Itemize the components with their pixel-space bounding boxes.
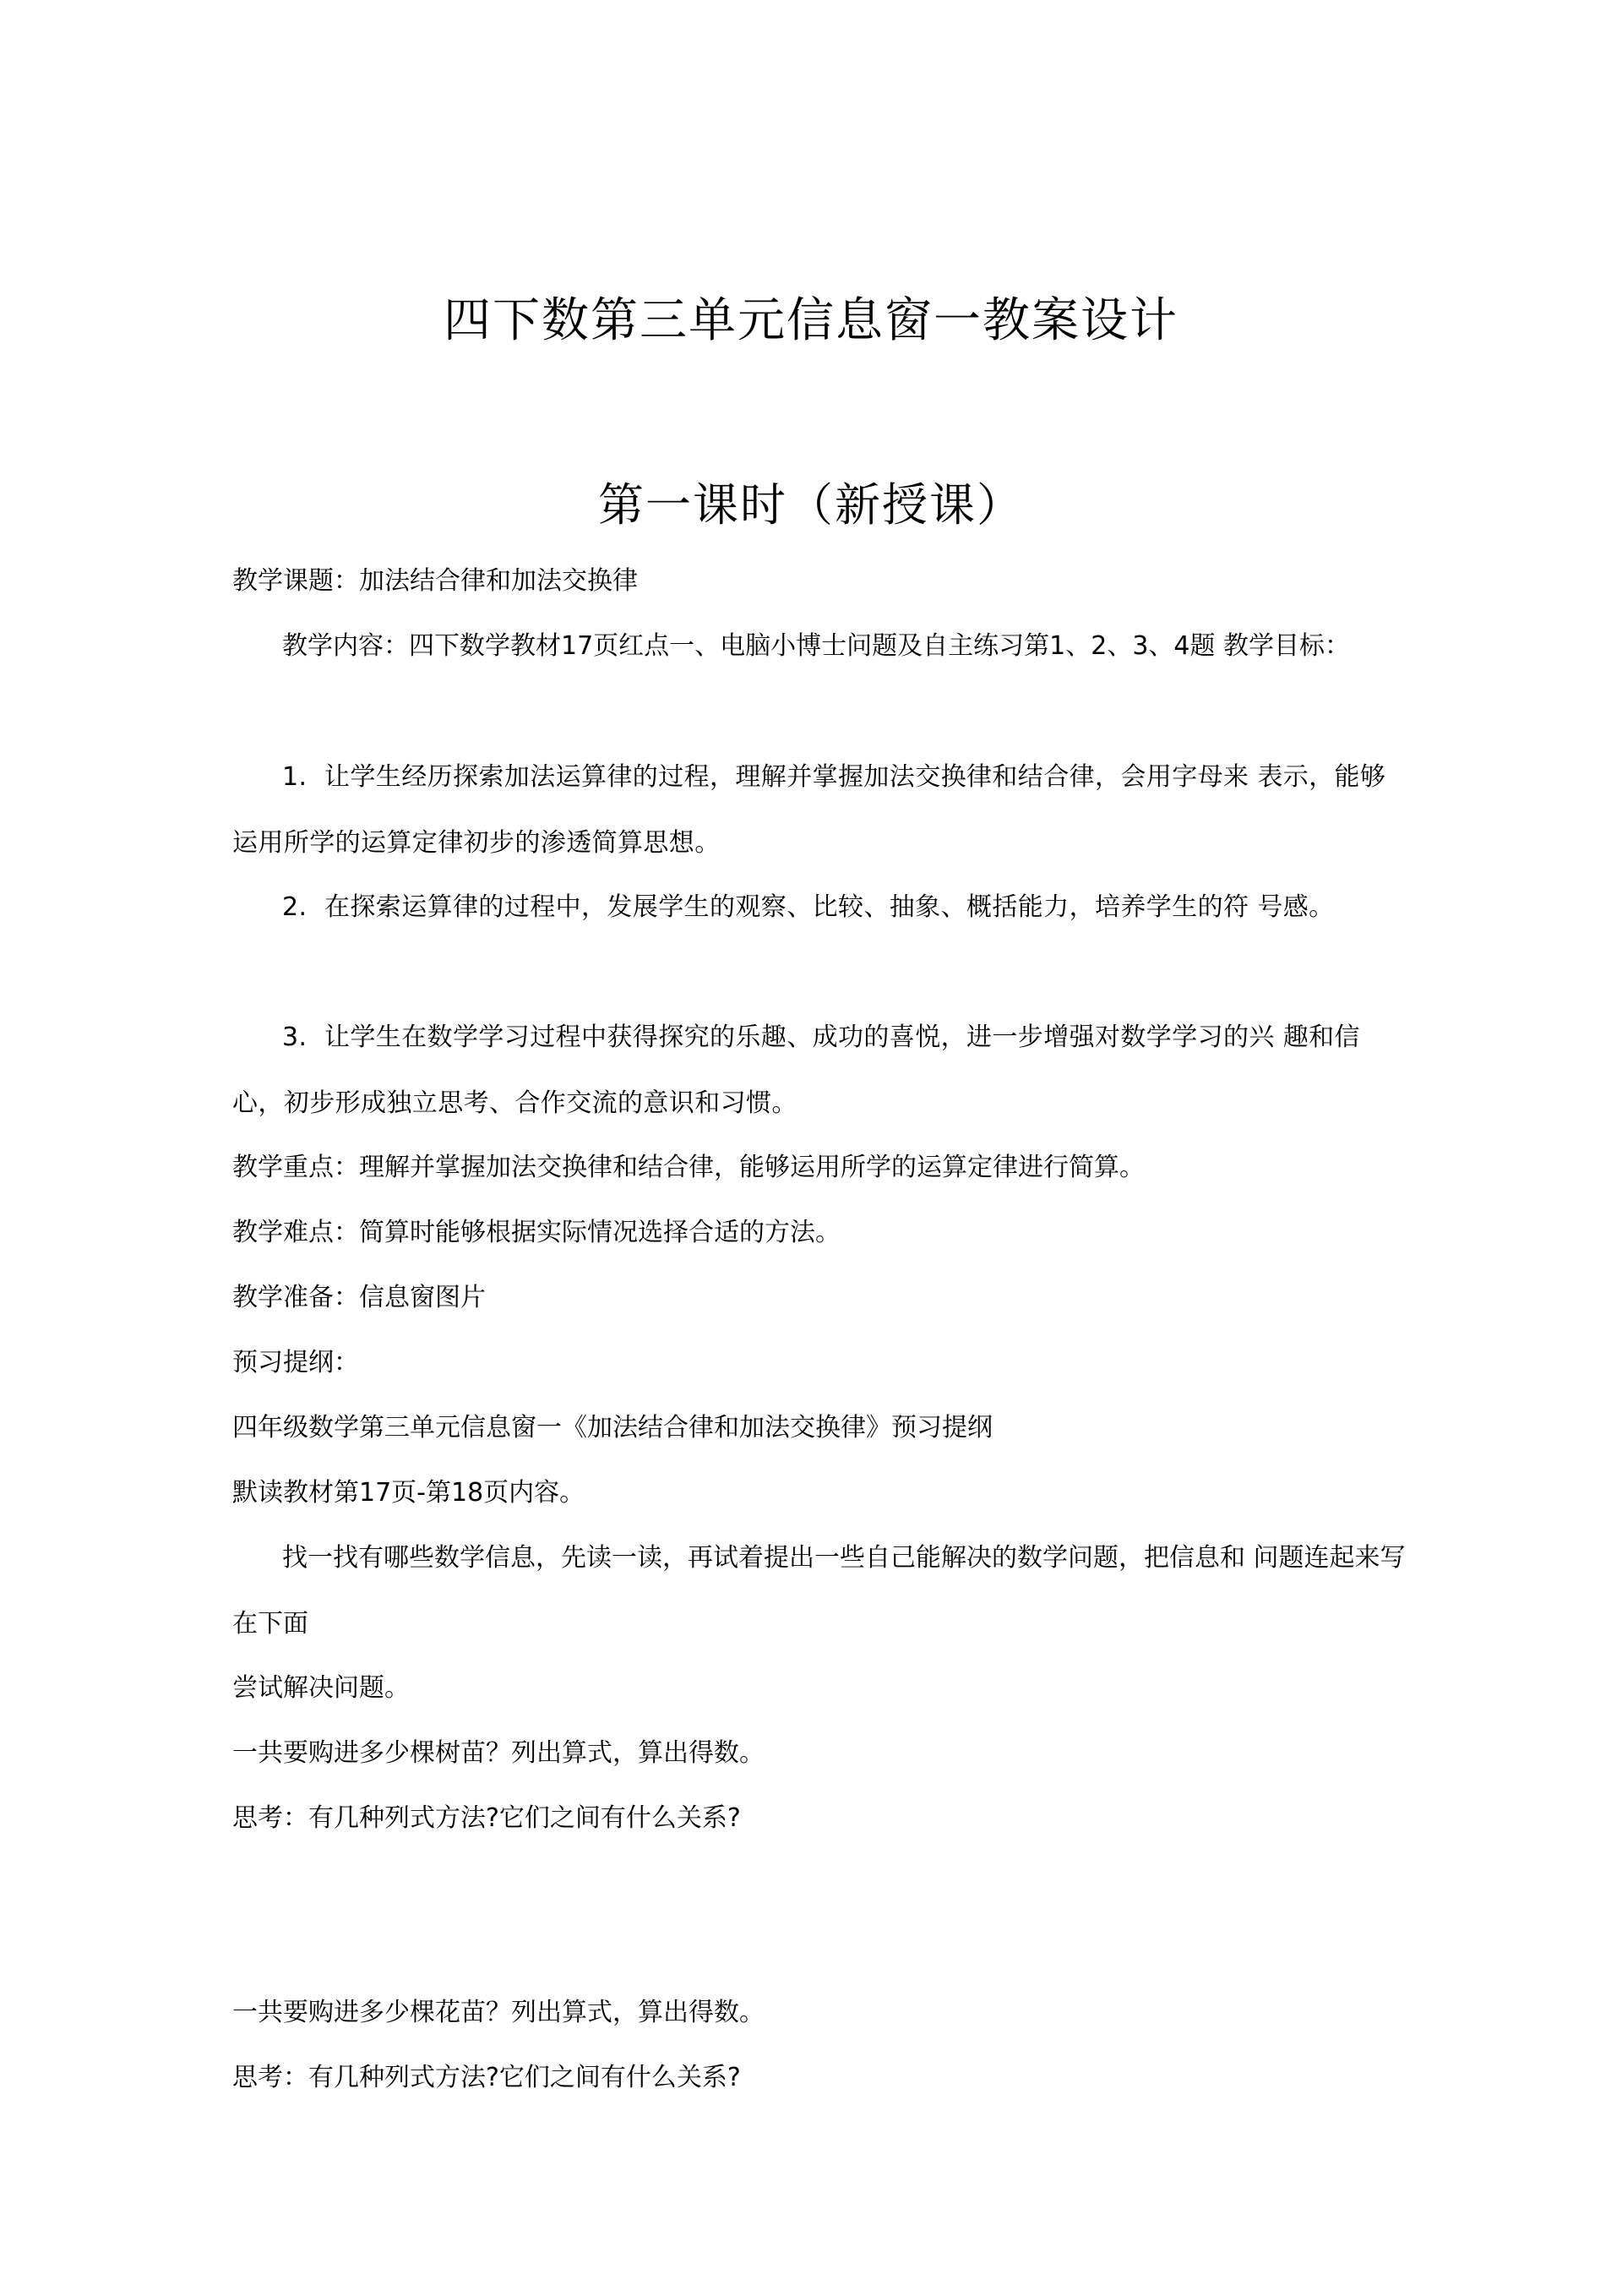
- objective-3: [232, 1005, 1407, 1137]
- objective-number: 3.: [282, 1023, 308, 1052]
- objective-text: 让学生在数学学习过程中获得探究的乐趣、成功的喜悦，进一步增强对数学学习的兴 趣和信心，初步形成独立思考、合作交流的意识和习惯。: [232, 1023, 1360, 1118]
- objective-number: 2.: [282, 892, 308, 922]
- lesson-subtitle: 第一课时（新授课）: [598, 478, 1024, 532]
- preparation: 教学准备：信息窗图片: [232, 1283, 486, 1312]
- teaching-topic: 教学课题：加法结合律和加法交换律: [232, 566, 638, 596]
- objective-text: 让学生经历探索加法运算律的过程，理解并掌握加法交换律和结合律，会用字母来 表示，能够运用所学的运算定律初步的渗透简算思想。: [232, 762, 1386, 858]
- think-question-1: 思考：有几种列式方法?它们之间有什么关系?: [232, 1803, 741, 1833]
- objective-number: 1.: [282, 762, 308, 792]
- preview-read: 默读教材第17页-第18页内容。: [232, 1478, 585, 1508]
- objective-1: [232, 744, 1407, 876]
- preview-find: 找一找有哪些数学信息，先读一读，再试着提出一些自己能解决的数学问题，把信息和 问题连起来写在下面: [232, 1543, 1406, 1639]
- question-seedlings: 一共要购进多少棵树苗？列出算式，算出得数。: [232, 1738, 765, 1768]
- preview-title: 四年级数学第三单元信息窗一《加法结合律和加法交换律》预习提纲: [232, 1413, 993, 1442]
- try-solve: 尝试解决问题。: [232, 1673, 410, 1703]
- teaching-content: 教学内容：四下数学教材17页红点一、电脑小博士问题及自主练习第1、2、3、4题 教学目标：: [282, 631, 1351, 661]
- objective-text: 在探索运算律的过程中，发展学生的观察、比较、抽象、概括能力，培养学生的符 号感。: [324, 892, 1335, 922]
- key-point: 教学重点：理解并掌握加法交换律和结合律，能够运用所学的运算定律进行简算。: [232, 1153, 1145, 1182]
- objective-2: [232, 875, 1407, 941]
- preview-label: 预习提纲：: [232, 1348, 359, 1377]
- question-flowers: 一共要购进多少棵花苗？列出算式，算出得数。: [232, 1998, 765, 2027]
- difficulty: 教学难点：简算时能够根据实际情况选择合适的方法。: [232, 1218, 841, 1247]
- think-question-2: 思考：有几种列式方法?它们之间有什么关系?: [232, 2063, 741, 2092]
- document-title: 四下数第三单元信息窗一教案设计: [444, 293, 1178, 348]
